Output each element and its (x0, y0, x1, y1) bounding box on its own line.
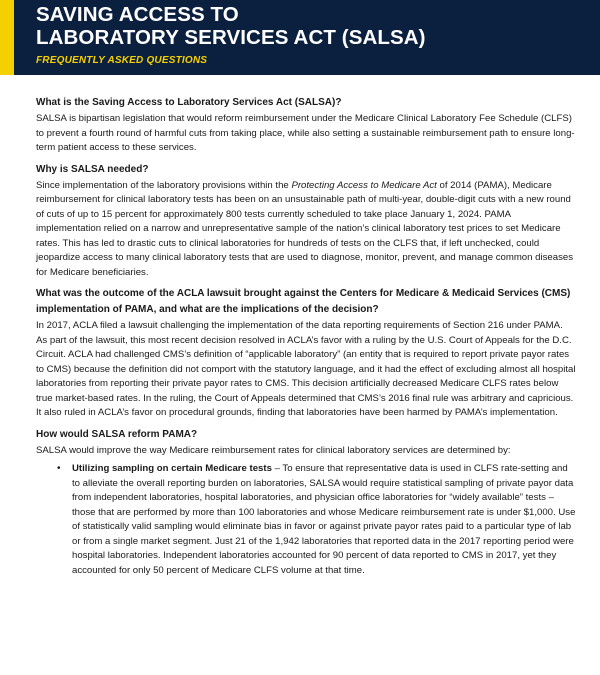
list-item-lead: Utilizing sampling on certain Medicare tests (72, 463, 272, 474)
question-3: What was the outcome of the ACLA lawsuit brought against the Centers for Medicare & Medicaid Services (CMS) implementation of PAMA, and what are the implications of the decision? (36, 288, 571, 315)
answer-2 (36, 179, 576, 281)
question-4: How would SALSA reform PAMA? (36, 428, 198, 440)
answer-2-part-2: of 2014 (PAMA), Medicare reimbursement for clinical laboratory tests has been on an unsustainable path of multi-year, double-digit cuts with a new round of cuts of up to 15 percent for approximately 800 tests currently scheduled to take place January 1, 2024. PAMA implementation relied on a narrow and unrepresentative sample of the nation’s clinical laboratory test prices to set Medicare rates. This has led to drastic cuts to clinical laboratories for hundreds of tests on the CLFS that, if left unchecked, could jeopardize access to many clinical laboratory tests that are used to diagnose, monitor, prevent, and manage common diseases for Medicare beneficiaries. (36, 179, 574, 278)
list-item (57, 462, 576, 578)
answer-1: SALSA is bipartisan legislation that would reform reimbursement under the Medicare Clinical Laboratory Fee Schedule (CLFS) to prevent a fourth round of harmful cuts from taking place, while also setting a sustainable reimbursement path to ensure long-term patient access to these services. (36, 113, 575, 153)
bullet-icon: • (57, 463, 61, 474)
act-name-italic: Protecting Access to Medicare Act (291, 179, 437, 191)
reform-list (36, 462, 576, 578)
answer-4: SALSA would improve the way Medicare reimbursement rates for clinical laboratory services are determined by: (36, 444, 511, 456)
title-line-1: SAVING ACCESS TO (36, 3, 239, 26)
answer-2-part-1: Since implementation of the laboratory provisions within the (36, 179, 292, 191)
answer-3: In 2017, ACLA filed a lawsuit challenging the implementation of the data reporting requirements of Section 216 under PAMA. As part of the lawsuit, this most recent decision resolved in ACLA’s favor with a ruling by the U.S. Court of Appeals for the D.C. Circuit. ACLA had challenged CMS’s definition of “applicable laboratory” (an entity that is required to report private payor rates to CMS) because the definition did not comport with the statutory language, and it had the effect of excluding almost all hospital laboratories from reporting their private payor rates to CMS. This decision artificially decreased Medicare CLFS rates below true market-based rates. In the ruling, the Court of Appeals determined that CMS’s 2016 final rule was arbitrary and capricious. It also ruled in ACLA’s favor on procedural grounds, finding that laboratories have been harmed by PAMA’s implementation. (36, 320, 576, 418)
faq-content (0, 75, 600, 578)
question-2: Why is SALSA needed? (36, 163, 149, 175)
accent-bar (0, 0, 14, 75)
list-item-text: – To ensure that representative data is used in CLFS rate-setting and to alleviate the overall reporting burden on laboratories, SALSA would require statistical sampling of private payor data from independent laboratories, hospital laboratories, and physician office laboratories for “widely available” tests – those that are performed by more than 100 laboratories and whose Medicare reimbursement rate is under $1,000. Use of statistically valid sampling would eliminate bias in favor or against private payor rates paid to a particular type of lab or from a single market segment. Just 21 of the 1,942 laboratories that reported data in the 2017 reporting period were hospital laboratories. Independent laboratories accounted for 90 percent of data reported to CMS in 2017, yet they accounted for only 50 percent of Medicare CLFS volume at that time. (72, 463, 576, 576)
title-line-2: LABORATORY SERVICES ACT (SALSA) (36, 26, 426, 49)
header-banner (0, 0, 600, 75)
question-1: What is the Saving Access to Laboratory Services Act (SALSA)? (36, 97, 342, 108)
document-subtitle: FREQUENTLY ASKED QUESTIONS (36, 55, 208, 66)
document-title (36, 3, 426, 49)
